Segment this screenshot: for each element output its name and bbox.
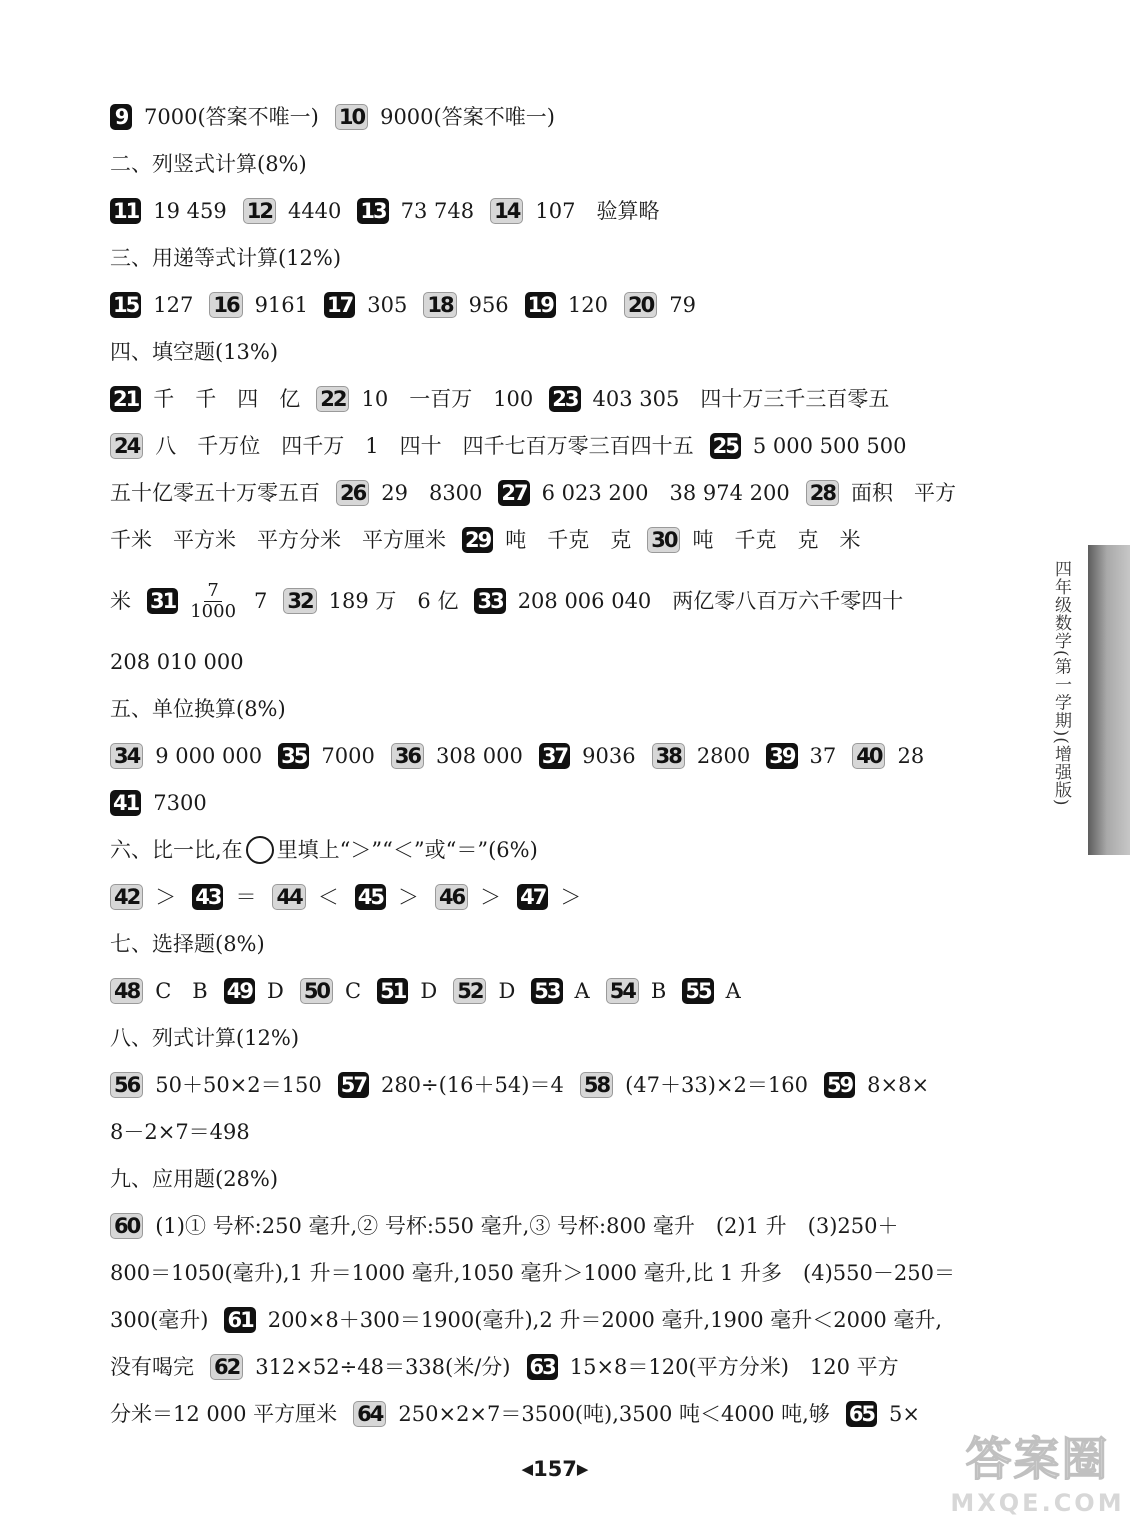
side-tab [1088,545,1130,855]
answer-line [110,429,1010,463]
answer-text: 吨 千克 克 米 [692,528,861,552]
answer-line [110,645,1010,679]
answer-text: ＝ [235,885,257,909]
answer-item [647,523,860,557]
answer-item [110,523,446,557]
question-number-badge: 39 [766,743,797,769]
question-number-badge: 13 [357,198,388,224]
section-heading-text: 二、列竖式计算(8%) [110,152,307,176]
question-number-badge: 35 [278,743,309,769]
question-number-badge: 56 [110,1072,143,1098]
answer-text: 305 [367,293,408,317]
answer-item [110,476,320,510]
watermark-logo [950,1415,1125,1525]
answer-item [110,1397,337,1431]
answer-item [210,1350,511,1384]
answer-text: ＞ [480,885,502,909]
section-heading [110,692,1010,726]
question-number-badge: 54 [606,978,639,1004]
answer-item [110,194,227,228]
answer-item [531,974,589,1008]
answer-line [110,974,1010,1008]
answer-line [110,1068,1010,1102]
answer-item [766,739,836,773]
answer-line [110,100,1010,134]
question-number-badge: 45 [355,884,386,910]
answer-text: 28 [897,744,925,768]
answer-item [110,880,176,914]
answer-text: (1)① 号杯:250 毫升,② 号杯:550 毫升,③ 号杯:800 毫升 (2)1 升 (3)250＋ [155,1214,899,1238]
section-heading [110,833,1010,867]
question-number-badge: 60 [110,1213,143,1239]
watermark-logo-url: MXQE.COM [950,1489,1125,1517]
question-number-badge: 44 [272,884,305,910]
answer-text: 10 一百万 100 [361,387,534,411]
answer-line [110,880,1010,914]
section-heading-text: 四、填空题(13%) [110,340,279,364]
answer-line [110,1209,1010,1243]
answer-item [423,288,508,322]
answer-text: 15×8＝120(平方分米) 120 平方 [569,1355,899,1379]
answer-text: 956 [468,293,509,317]
answer-text: D [498,979,516,1003]
answer-text: 107 验算略 [535,199,660,223]
answer-text: 吨 千克 克 [505,528,632,552]
answer-item [224,1303,942,1337]
answer-line [110,194,1010,228]
answer-item [435,880,501,914]
answer-text: 29 8300 [381,481,483,505]
question-number-badge: 9 [110,104,132,130]
question-number-badge: 16 [209,292,242,318]
answer-text: 五十亿零五十万零五百 [110,481,320,505]
section-heading [110,1162,1010,1196]
answer-item [525,288,608,322]
answer-item [338,1068,564,1102]
question-number-badge: 40 [852,743,885,769]
answer-line [110,476,1010,510]
question-number-badge: 25 [710,433,741,459]
question-number-badge: 15 [110,292,141,318]
answer-text: 800＝1050(毫升),1 升＝1000 毫升,1050 毫升＞1000 毫升,比 1 升多 (4)550－250＝ [110,1261,955,1285]
answer-text: C B [155,979,208,1003]
answer-item [682,974,740,1008]
question-number-badge: 51 [377,978,408,1004]
question-number-badge: 62 [210,1354,243,1380]
answer-text: 120 [567,293,608,317]
page-number [505,1452,605,1486]
answer-text: 7000 [321,744,375,768]
answer-item [110,1303,208,1337]
answer-text: A [574,979,590,1003]
answer-item [806,476,956,510]
answer-item [110,100,319,134]
answer-text: 250×2×7＝3500(吨),3500 吨＜4000 吨,够 [398,1402,830,1426]
question-number-badge: 58 [580,1072,613,1098]
answer-item [324,288,407,322]
answer-text: 189 万 6 亿 [328,589,459,613]
section-heading [110,335,1010,369]
answer-item [353,1397,830,1431]
fraction-numerator: 7 [204,581,221,602]
answer-text: ＞ [560,885,582,909]
question-number-badge: 10 [335,104,368,130]
answer-item [243,194,342,228]
question-number-badge: 26 [336,480,369,506]
answer-text: 312×52÷48＝338(米/分) [255,1355,511,1379]
question-number-badge: 18 [423,292,456,318]
answer-text: 73 748 [400,199,475,223]
answer-item [527,1350,899,1384]
answer-item [462,523,631,557]
answer-item [580,1068,808,1102]
answer-line [110,288,1010,322]
answer-line [110,523,1010,557]
answer-text: D [266,979,284,1003]
question-number-badge: 57 [338,1072,369,1098]
fraction-denominator: 1000 [190,600,237,622]
answer-item [110,429,694,463]
question-number-badge: 59 [824,1072,855,1098]
answer-text: 37 [809,744,837,768]
question-number-badge: 36 [391,743,424,769]
answer-text: ＞ [397,885,419,909]
answer-item [606,974,667,1008]
question-number-badge: 65 [846,1401,877,1427]
answer-text: 7300 [153,791,207,815]
answer-line [110,382,1010,416]
section-heading [110,241,1010,275]
answer-text: 没有喝完 [110,1355,194,1379]
answer-text: A [725,979,741,1003]
question-number-badge: 12 [243,198,276,224]
answer-item [355,880,419,914]
answer-text: ＞ [155,885,177,909]
answer-text: 280÷(16＋54)＝4 [380,1073,564,1097]
answer-item [490,194,659,228]
answer-item [357,194,474,228]
answer-text: 8－2×7＝498 [110,1120,250,1144]
answer-item [710,429,907,463]
answer-text: 8×8× [867,1073,930,1097]
question-number-badge: 49 [224,978,255,1004]
answer-text: 5× [889,1402,921,1426]
answer-item [539,739,636,773]
answer-text: 5 000 500 500 [752,434,907,458]
answer-line [110,1256,1010,1290]
answer-text: D [420,979,438,1003]
answer-item [498,476,789,510]
answer-item [110,288,193,322]
answer-line [110,1115,1010,1149]
question-number-badge: 63 [527,1354,558,1380]
answer-text: 分米＝12 000 平方厘米 [110,1402,338,1426]
question-number-badge: 37 [539,743,570,769]
answer-item [209,288,308,322]
section-heading-text: 里填上“＞”“＜”或“＝”(6%) [276,838,538,862]
question-number-badge: 64 [353,1401,386,1427]
answer-text: 200×8＋300＝1900(毫升),2 升＝2000 毫升,1900 毫升＜2000 毫升, [267,1308,943,1332]
question-number-badge: 29 [462,527,493,553]
answer-text: 八 千万位 四千万 1 四十 四千七百万零三百四十五 [155,434,694,458]
question-number-badge: 47 [517,884,548,910]
answer-text: 7000(答案不唯一) [144,105,319,129]
section-heading-text: 六、比一比,在 [110,838,243,862]
section-heading [110,927,1010,961]
answer-item [110,739,262,773]
answer-text: 403 305 四十万三千三百零五 [592,387,890,411]
answer-item [110,786,207,820]
answer-text: 79 [669,293,696,317]
answer-item [272,880,338,914]
answer-text: 9036 [582,744,636,768]
triangle-left-icon: ◀ [521,1460,534,1478]
section-heading-text: 九、应用题(28%) [110,1167,279,1191]
answer-text: 208 010 000 [110,650,244,674]
answer-item [110,1068,322,1102]
answer-item [824,1068,929,1102]
question-number-badge: 43 [192,884,223,910]
answer-text: 19 459 [153,199,227,223]
section-heading-text: 三、用递等式计算(12%) [110,246,342,270]
answer-text: 6 023 200 38 974 200 [541,481,790,505]
section-heading [110,147,1010,181]
answer-item [110,1209,898,1243]
question-number-badge: 27 [498,480,529,506]
answer-line [110,739,1010,773]
answer-text: 千米 平方米 平方分米 平方厘米 [110,528,446,552]
answer-text: 7 [254,589,268,613]
question-number-badge: 41 [110,790,141,816]
question-number-badge: 11 [110,198,141,224]
answer-item [474,584,903,618]
triangle-right-icon: ▶ [576,1460,589,1478]
question-number-badge: 19 [525,292,556,318]
answer-item [624,288,696,322]
answer-text: 9000(答案不唯一) [380,105,555,129]
answer-line [110,786,1010,820]
answer-line [110,1303,1010,1337]
answer-text: B [650,979,667,1003]
answer-item [110,1256,955,1290]
answer-item [335,100,555,134]
answer-line [110,1350,1010,1384]
section-heading [110,1021,1010,1055]
answer-text: 千 千 四 亿 [153,387,301,411]
answer-item [224,974,284,1008]
answer-item [192,880,256,914]
answer-item [283,584,458,618]
answer-item [110,645,244,679]
question-number-badge: 52 [453,978,486,1004]
question-number-badge: 61 [224,1307,255,1333]
answer-text: 208 006 040 两亿零八百万六千零四十 [517,589,904,613]
question-number-badge: 30 [647,527,680,553]
answer-item [278,739,375,773]
answer-text: 2800 [696,744,751,768]
question-number-badge: 32 [283,588,316,614]
question-number-badge: 22 [316,386,349,412]
circle-blank-icon [246,836,274,864]
question-number-badge: 14 [490,198,523,224]
answer-item [549,382,889,416]
answer-text: C [345,979,362,1003]
answer-text: 50＋50×2＝150 [155,1073,322,1097]
answer-item [377,974,437,1008]
question-number-badge: 20 [624,292,657,318]
answer-text: 300(毫升) [110,1308,209,1332]
answer-item [391,739,523,773]
question-number-badge: 38 [652,743,685,769]
answer-text: 9161 [254,293,309,317]
question-number-badge: 31 [147,588,178,614]
answer-text: 308 000 [436,744,523,768]
question-number-badge: 21 [110,386,141,412]
answer-line [110,1397,1010,1431]
answer-text: ＜ [317,885,339,909]
question-number-badge: 23 [549,386,580,412]
answer-item [517,880,581,914]
question-number-badge: 42 [110,884,143,910]
section-heading-text: 七、选择题(8%) [110,932,265,956]
answer-item [300,974,361,1008]
answer-item [110,382,300,416]
answer-item [316,382,533,416]
answer-item [110,584,131,618]
answer-text: 面积 平方 [851,481,956,505]
question-number-badge: 48 [110,978,143,1004]
page-number-value: 157 [533,1457,577,1481]
watermark-logo-main: 答案圈 [965,1432,1110,1486]
answer-item [147,581,267,622]
side-tab-label: 四年级数学(第一学期)(增强版) [1051,560,1071,807]
answer-text: 9 000 000 [155,744,263,768]
question-number-badge: 33 [474,588,505,614]
answer-item [453,974,515,1008]
section-heading-text: 八、列式计算(12%) [110,1026,300,1050]
question-number-badge: 24 [110,433,143,459]
answer-line [110,579,1010,622]
fraction [190,581,236,622]
answer-item [846,1397,920,1431]
answer-text: 米 [110,589,131,613]
question-number-badge: 55 [682,978,713,1004]
question-number-badge: 28 [806,480,839,506]
question-number-badge: 50 [300,978,333,1004]
answer-text: 4440 [287,199,342,223]
answer-text: (47＋33)×2＝160 [625,1073,808,1097]
question-number-badge: 53 [531,978,562,1004]
answer-item [110,1350,194,1384]
answer-item [336,476,482,510]
answer-text: 127 [153,293,194,317]
question-number-badge: 17 [324,292,355,318]
answer-item [110,974,208,1008]
answer-item [110,1115,250,1149]
section-heading-text: 五、单位换算(8%) [110,697,286,721]
question-number-badge: 34 [110,743,143,769]
answer-item [652,739,751,773]
question-number-badge: 46 [435,884,468,910]
answer-item [852,739,924,773]
